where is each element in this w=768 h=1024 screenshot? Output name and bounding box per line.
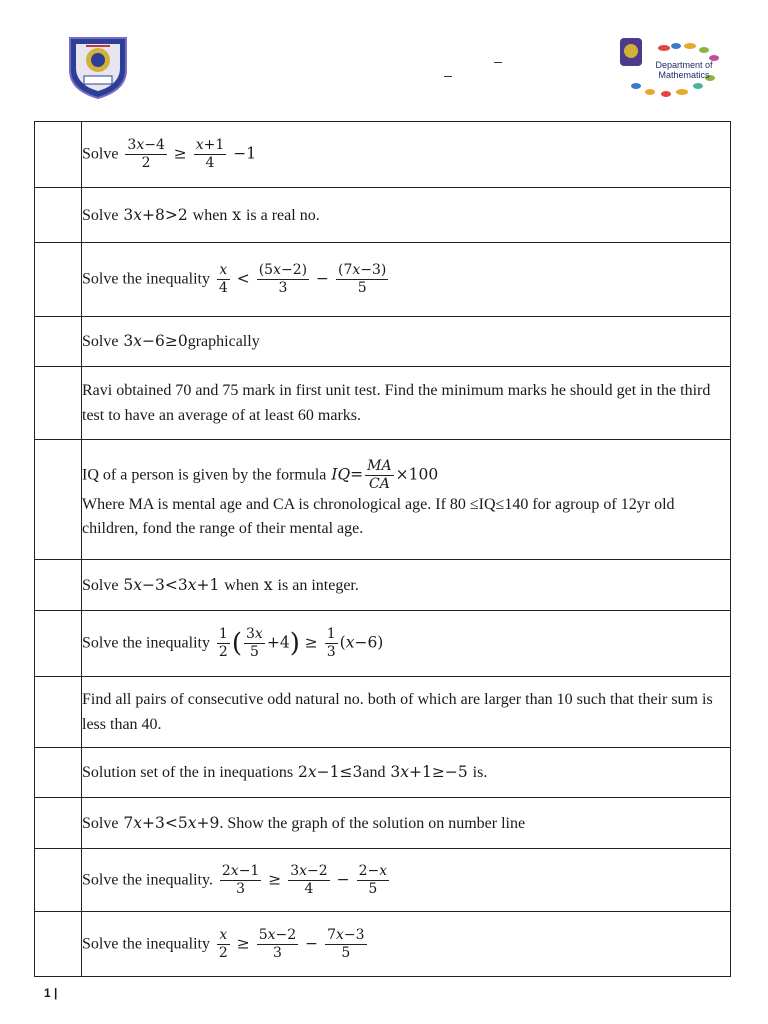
question-prefix: Solve [82,576,119,594]
question-row [35,188,731,243]
question-prefix: Solve the inequality [82,270,210,288]
question-mid: when [224,576,259,594]
question-row [35,677,731,748]
department-line-2: Mathematics [658,70,710,80]
question-number-cell [35,243,82,317]
math-expression: ×100 [395,465,439,484]
question-number-cell [35,677,82,748]
question-prefix: Solve [82,333,119,350]
math-paren: ) [289,628,300,659]
question-row [35,367,731,440]
question-number-cell [35,748,82,798]
question-cell [82,611,731,677]
question-cell [82,560,731,611]
question-number-cell [35,317,82,367]
question-cell [82,188,731,243]
math-expression: 5x−3<3x+1 [123,575,220,594]
question-row [35,849,731,912]
math-expression: (x−6) [339,633,384,652]
question-and: and [362,764,386,781]
question-prefix: Solve the inequality [82,935,210,952]
question-suffix: is a real no. [245,206,320,224]
school-crest-logo [66,34,130,100]
question-number-cell [35,560,82,611]
question-number-cell [35,122,82,188]
question-prefix: Solve [82,814,119,832]
math-fraction: $\frac{5x-2}{3}$ [258,926,297,961]
question-prefix: IQ of a person is given by the formula [82,466,327,484]
question-number-cell [35,611,82,677]
question-suffix: is an integer. [277,576,359,594]
math-variable: x [232,205,241,224]
question-cell [82,122,731,188]
math-expression: +4 [266,633,290,652]
math-expression: 2x−1≤3 [298,763,363,781]
math-fraction: $\frac{2-x}{5}$ [358,862,388,897]
math-symbol: −1 [233,144,257,163]
math-symbol: ≥ [173,144,187,163]
question-row [35,560,731,611]
question-text: Ravi obtained 70 and 75 mark in first unit test. Find the minimum marks he should get in the third test to have an average of at least 60 marks. [82,382,711,424]
header-dash [444,76,452,77]
question-cell [82,440,731,560]
question-prefix: Solution set of the in inequations [82,764,294,781]
question-number-cell [35,912,82,977]
question-number-cell [35,188,82,243]
math-expression: 3x+1≥−5 [390,763,468,781]
question-suffix: graphically [187,333,260,350]
question-row [35,440,731,560]
math-fraction: $\frac{x}{4}$ [218,262,228,296]
math-fraction: $\frac{3x-4}{2}$ [127,137,165,171]
question-text: Where MA is mental age and CA is chronological age. If 80 ≤IQ≤140 for agroup of 12yr old children, fond the range of their mental age. [82,496,675,537]
department-name [644,60,724,80]
question-cell [82,677,731,748]
math-fraction: $\frac{(5x-2)}{3}$ [258,262,308,296]
math-fraction: $\frac{MA}{CA}$ [367,458,392,492]
math-symbol: ≥ [236,934,250,952]
question-prefix: Solve the inequality. [82,871,213,888]
question-mid: when [192,206,228,224]
question-number-cell [35,440,82,560]
math-fraction: $\frac{1}{3}$ [326,626,336,660]
question-suffix: is. [472,764,488,781]
math-expression: IQ= [331,465,364,484]
question-cell [82,849,731,912]
department-logo [614,36,726,102]
math-fraction: $\frac{1}{2}$ [218,626,228,660]
math-variable: x [263,575,273,594]
math-fraction: $\frac{2x-1}{3}$ [221,862,260,897]
question-row [35,798,731,849]
question-number-cell [35,367,82,440]
question-cell [82,912,731,977]
question-suffix: . Show the graph of the solution on number line [219,814,526,832]
question-cell [82,243,731,317]
question-row [35,317,731,367]
math-symbol: < [236,269,250,288]
math-symbol: − [305,934,319,952]
math-fraction: $\frac{3x}{5}$ [246,626,263,660]
page-number: 1 | [44,986,58,1000]
questions-table [34,121,731,977]
question-number-cell [35,798,82,849]
math-fraction: $\frac{(7x-3)}{5}$ [337,262,387,296]
header-dash [494,62,502,63]
question-row [35,912,731,977]
math-fraction: $\frac{7x-3}{5}$ [327,926,365,961]
question-prefix: Solve the inequality [82,634,210,652]
question-row [35,243,731,317]
math-expression: 7x+3<5x+9 [123,813,220,832]
math-expression: 3x−6≥0 [123,332,188,350]
question-row [35,122,731,188]
math-symbol: ≥ [268,870,282,888]
question-cell [82,748,731,798]
question-row [35,611,731,677]
question-text: Find all pairs of consecutive odd natural no. both of which are larger than 10 such that their sum is less than 40. [82,691,713,733]
math-fraction: $\frac{3x-2}{4}$ [290,862,328,897]
math-symbol: − [316,269,330,288]
math-fraction: $\frac{x+1}{4}$ [195,137,225,171]
question-cell [82,798,731,849]
math-symbol: − [336,870,350,888]
math-expression: 3x+8>2 [123,205,188,224]
question-row [35,748,731,798]
math-symbol: ≥ [304,633,318,652]
math-paren: ( [231,628,242,659]
department-line-1: Department of [655,60,713,70]
question-prefix: Solve [82,206,119,224]
question-number-cell [35,849,82,912]
question-prefix: Solve [82,145,119,163]
math-fraction: $\frac{x}{2}$ [218,926,228,961]
question-cell [82,317,731,367]
question-cell [82,367,731,440]
